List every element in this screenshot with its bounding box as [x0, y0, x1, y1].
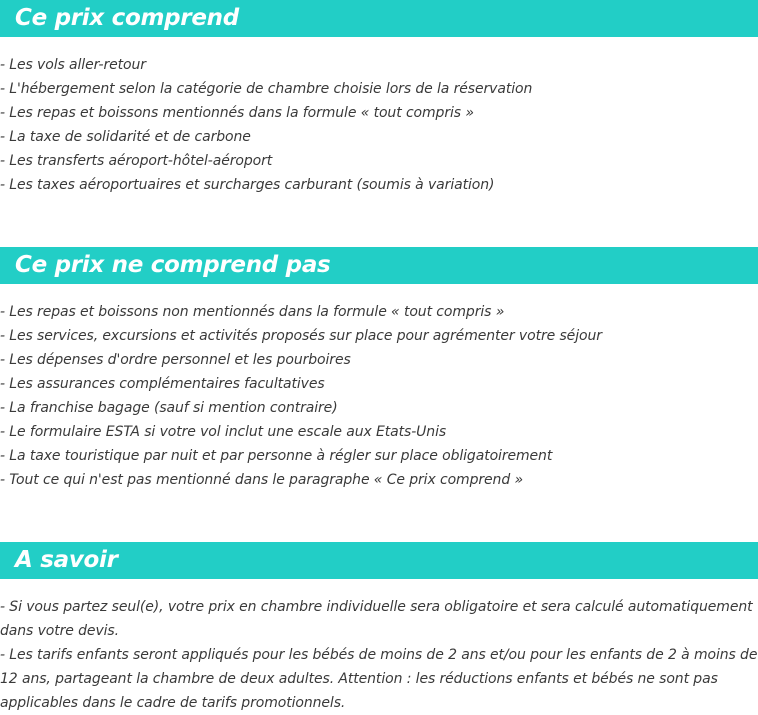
list-item: - L'hébergement selon la catégorie de chambre choisie lors de la réservation	[0, 81, 533, 97]
list-item: - Les repas et boissons mentionnés dans la formule « tout compris »	[0, 105, 474, 121]
list-item: - Les repas et boissons non mentionnés dans la formule « tout compris »	[0, 304, 505, 320]
list-item: - Si vous partez seul(e), votre prix en chambre individuelle sera obligatoire et sera calculé automatiquement dans votre devis.	[0, 599, 753, 639]
section-good-to-know	[0, 542, 758, 715]
list-item: - Les vols aller-retour	[0, 57, 146, 73]
list-item: - La franchise bagage (sauf si mention contraire)	[0, 400, 338, 416]
list-item: - Les tarifs enfants seront appliqués pour les bébés de moins de 2 ans et/ou pour les enfants de 2 à moins de 12 ans, partageant la chambre de deux adultes. Attention : les réductions enfants et bébés ne sont pas applicables dans le cadre de tarifs promotionnels.	[0, 647, 758, 711]
list-item: - La taxe de solidarité et de carbone	[0, 129, 251, 145]
list-item: - La taxe touristique par nuit et par personne à régler sur place obligatoirement	[0, 448, 553, 464]
list-item: - Les dépenses d'ordre personnel et les pourboires	[0, 352, 351, 368]
list-item: - Le formulaire ESTA si votre vol inclut une escale aux Etats-Unis	[0, 424, 447, 440]
section-included	[0, 0, 758, 197]
list-item: - Les taxes aéroportuaires et surcharges carburant (soumis à variation)	[0, 177, 495, 193]
section-title: A savoir	[15, 547, 118, 573]
section-header	[0, 542, 758, 579]
good-to-know-list	[0, 579, 758, 715]
not-included-list	[0, 284, 758, 492]
list-item: - Tout ce qui n'est pas mentionné dans le paragraphe « Ce prix comprend »	[0, 472, 524, 488]
list-item: - Les transferts aéroport-hôtel-aéroport	[0, 153, 273, 169]
section-header	[0, 247, 758, 284]
section-title: Ce prix ne comprend pas	[15, 252, 331, 278]
included-list	[0, 37, 758, 197]
section-header	[0, 0, 758, 37]
list-item: - Les assurances complémentaires facultatives	[0, 376, 325, 392]
list-item: - Les services, excursions et activités proposés sur place pour agrémenter votre séjour	[0, 328, 602, 344]
section-not-included	[0, 247, 758, 492]
section-title: Ce prix comprend	[15, 5, 239, 31]
